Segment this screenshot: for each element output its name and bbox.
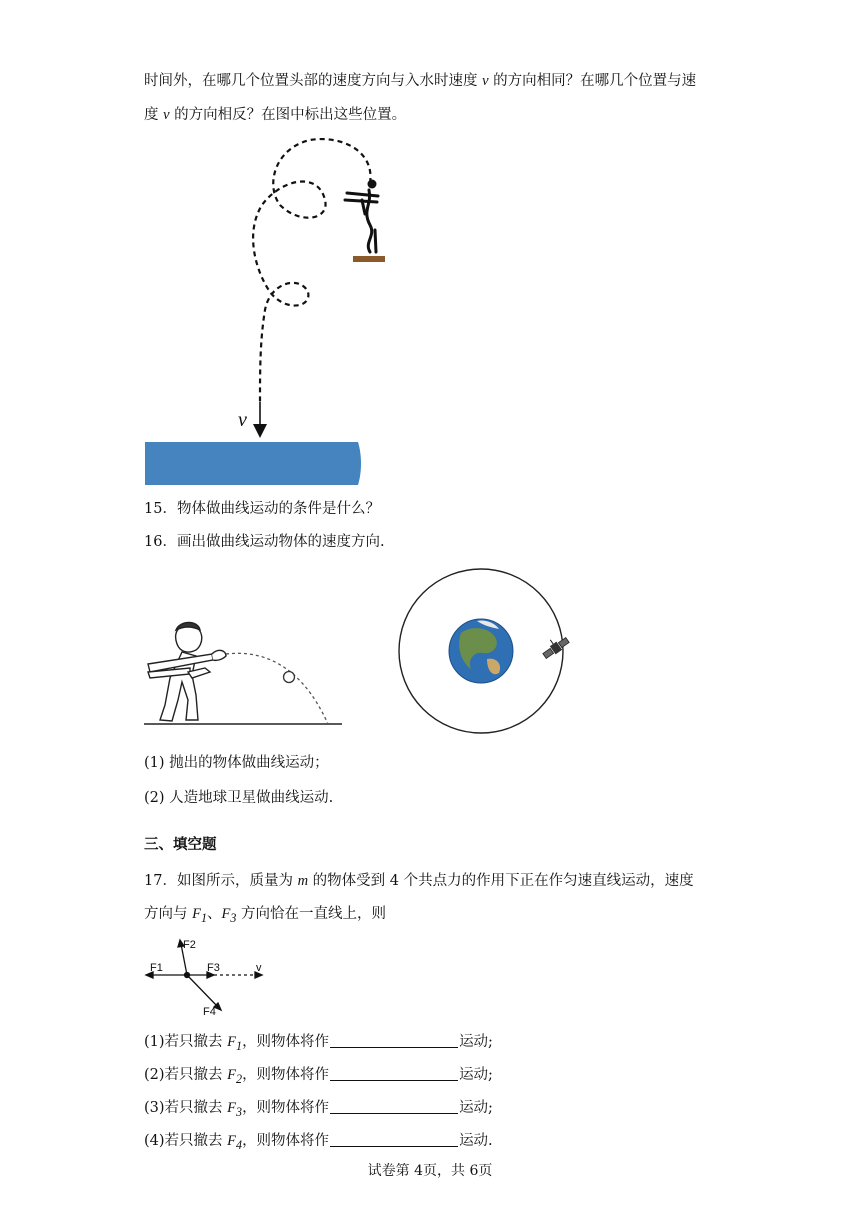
section-3-title: 三、填空题 — [144, 836, 217, 853]
throw-trajectory — [226, 653, 328, 724]
q17-item-1: (1)若只撤去 $F_1$，则物体将作 运动; — [144, 1034, 493, 1053]
label-v: v — [256, 962, 262, 974]
thrower-figure — [144, 623, 342, 725]
label-f4: F4 — [203, 1006, 216, 1018]
water-surface — [145, 442, 361, 485]
answer-blank-3[interactable] — [330, 1099, 458, 1114]
label-f2: F2 — [183, 939, 196, 951]
velocity-arrowhead — [253, 424, 267, 438]
answer-blank-4[interactable] — [330, 1132, 458, 1147]
q14-line-1: 时间外，在哪几个位置头部的速度方向与入水时速度 v 的方向相同？在哪几个位置与速 — [144, 73, 697, 89]
q17-item-4: (4)若只撤去 $F_4$，则物体将作 运动. — [144, 1133, 493, 1152]
q17-item-3: (3)若只撤去 $F_3$，则物体将作 运动; — [144, 1100, 493, 1119]
diving-board — [353, 256, 385, 262]
earth-icon — [449, 619, 513, 683]
q17-line-2: 方向与 $F_1$、$F_3$ 方向恰在一直线上，则 — [144, 906, 387, 925]
q15-text: 15．物体做曲线运动的条件是什么？ — [144, 501, 380, 517]
q17-item-2: (2)若只撤去 $F_2$，则物体将作 运动; — [144, 1067, 493, 1086]
q16-text: 16．画出做曲线运动物体的速度方向. — [144, 534, 385, 550]
answer-blank-1[interactable] — [330, 1033, 458, 1048]
q14-line-2: 度 v 的方向相反？在图中标出这些位置。 — [144, 107, 407, 123]
q16-figures — [0, 560, 860, 740]
diver-v-label: v — [238, 409, 247, 431]
diver — [345, 180, 378, 253]
page-footer: 试卷第 4页，共 6页 — [367, 1163, 493, 1179]
q17-line-1: 17．如图所示，质量为 m 的物体受到 4 个共点力的作用下正在作匀速直线运动，速度 — [144, 873, 694, 889]
diving-figure — [0, 0, 860, 500]
q16-sub-1: (1) 抛出的物体做曲线运动； — [144, 755, 329, 771]
q16-sub-2: (2) 人造地球卫星做曲线运动. — [144, 790, 334, 806]
answer-blank-2[interactable] — [330, 1066, 458, 1081]
label-f3: F3 — [207, 962, 220, 974]
satellite-icon — [539, 632, 571, 660]
label-f1: F1 — [150, 962, 163, 974]
thrown-ball — [284, 672, 295, 683]
diver-trajectory — [253, 139, 370, 402]
force-diagram — [0, 930, 860, 1020]
